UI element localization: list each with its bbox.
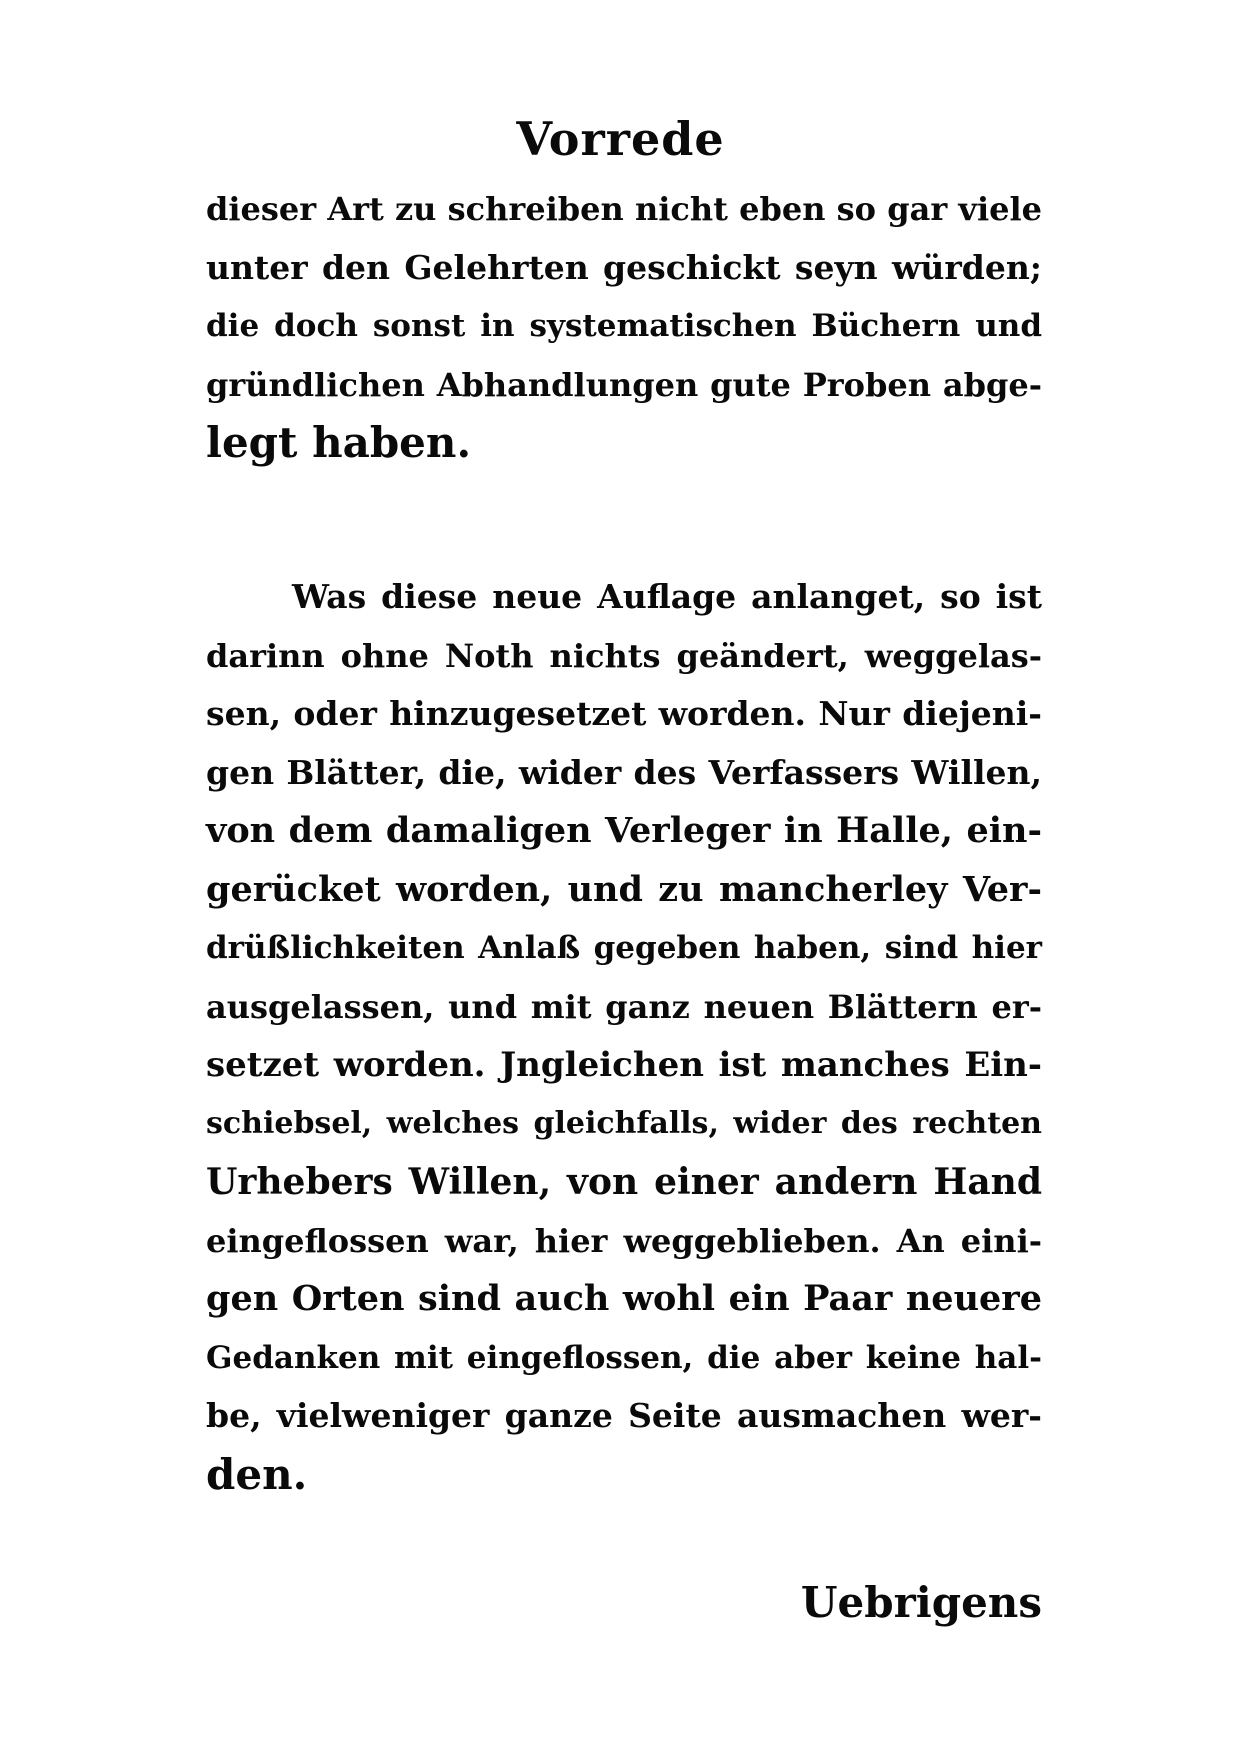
text-line: unter den Gelehrten geschickt seyn würden;: [206, 247, 1042, 287]
text-line: den.: [206, 1449, 308, 1499]
text-line: von dem damaligen Verleger in Halle, ein-: [206, 810, 1042, 851]
text-line: die doch sonst in systematischen Büchern und: [206, 308, 1042, 344]
text-line: be, vielweniger ganze Seite ausmachen wer-: [206, 1396, 1042, 1435]
paragraph-1: [206, 180, 1042, 473]
text-line: eingeflossen war, hier weggeblieben. An eini-: [206, 1221, 1042, 1260]
text-line: gründlichen Abhandlungen gute Proben abge-: [206, 365, 1042, 404]
text-line: schiebsel, welches gleichfalls, wider des rechten: [206, 1105, 1042, 1141]
text-line: setzet worden. Jngleichen ist manches Ein-: [206, 1045, 1042, 1085]
paragraph-2: [206, 568, 1042, 1504]
text-line: ausgelassen, und mit ganz neuen Blättern er-: [206, 987, 1042, 1026]
text-line: Gedanken mit eingeflossen, die aber keine hal-: [206, 1339, 1042, 1376]
text-line: sen, oder hinzugesetzet worden. Nur diejeni-: [206, 694, 1042, 733]
text-line: Urhebers Willen, von einer andern Hand: [206, 1161, 1042, 1203]
text-line: dieser Art zu schreiben nicht eben so gar viele: [206, 190, 1042, 228]
text-line: legt haben.: [206, 418, 472, 467]
text-line: Was diese neue Auflage anlanget, so ist: [292, 577, 1042, 616]
text-line: gerücket worden, und zu mancherley Ver-: [206, 868, 1042, 910]
text-line: gen Blätter, die, wider des Verfassers Willen,: [206, 752, 1042, 792]
running-head: Vorrede: [516, 112, 725, 166]
text-line: darinn ohne Noth nichts geändert, weggelas-: [206, 636, 1042, 675]
text-line: drüßlichkeiten Anlaß gegeben haben, sind hier: [206, 930, 1042, 966]
catchword: Uebrigens: [800, 1578, 1042, 1627]
text-line: gen Orten sind auch wohl ein Paar neuere: [206, 1278, 1042, 1319]
